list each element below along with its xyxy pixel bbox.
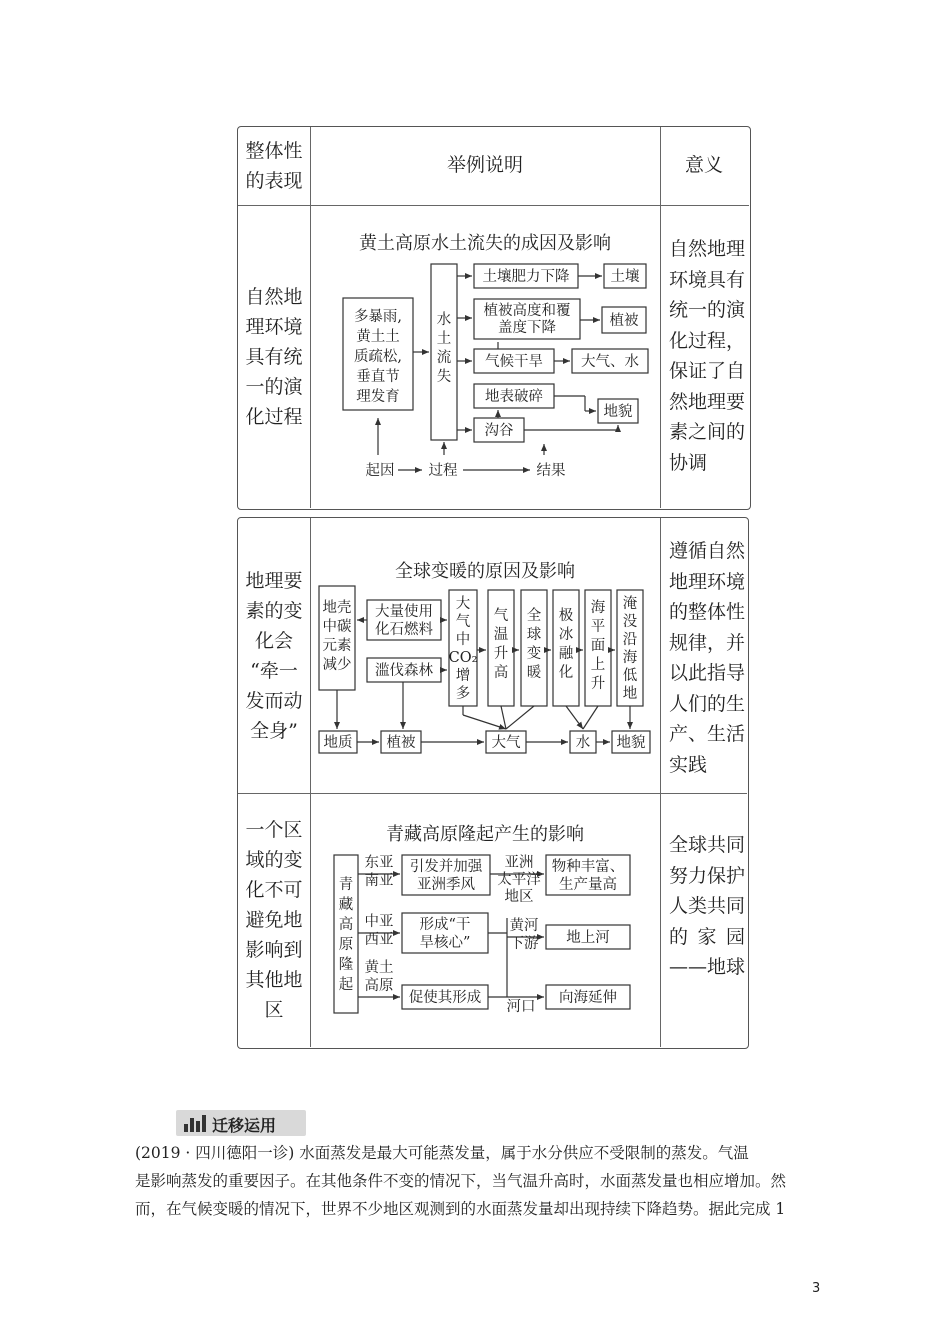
d1-effect-text: 土壤肥力下降 xyxy=(482,269,570,285)
d3-region-text: 黄土 xyxy=(364,960,394,976)
aspect-line: 避免地 xyxy=(245,909,303,931)
page-number: 3 xyxy=(812,1281,821,1296)
d2-crust-text: 元素 xyxy=(322,638,352,654)
section-title: 迁移运用 xyxy=(212,1116,277,1135)
paragraph-line-1: (2019 · 四川德阳一诊) 水面蒸发是最大可能蒸发量，属于水分供应不受限制的蒸发。气温 xyxy=(135,1144,749,1162)
aspect-line: 区 xyxy=(264,999,284,1021)
d2-chain-text: 球 xyxy=(526,627,542,643)
d2-chain-text: 极 xyxy=(558,608,574,624)
d3-source-text: 藏 xyxy=(338,897,354,913)
d3-mid-text: 亚洲季风 xyxy=(417,877,475,893)
aspect-line: 化不可 xyxy=(245,879,303,901)
d2-bottom-text: 大气 xyxy=(491,735,521,751)
d1-effect-text: 植被高度和覆 xyxy=(483,303,571,319)
d1-legend-text: 结果 xyxy=(536,463,566,479)
aspect-line: “牵一 xyxy=(250,660,298,682)
d2-crust-text: 地壳 xyxy=(322,600,352,616)
d3-mid-text: 引发并加强 xyxy=(409,859,483,875)
d3-source-text: 原 xyxy=(338,937,354,953)
aspect-line: 具有统 xyxy=(245,346,303,368)
aspect-line: 全身” xyxy=(250,720,298,742)
d2-chain-text: 海 xyxy=(622,650,638,666)
d3-source-text: 隆 xyxy=(338,957,354,973)
d1-cause-text: 多暴雨, xyxy=(353,309,403,325)
d1-result-text: 植被 xyxy=(609,313,639,329)
aspect-line: 理环境 xyxy=(245,316,303,338)
aspect-line: 发而动 xyxy=(245,690,303,712)
row3-diagram-title: 青藏高原隆起产生的影响 xyxy=(386,824,584,845)
row2-meaning: 遵循自然地理环境的整体性规律，并以此指导人们的生产、生活实践 xyxy=(669,540,746,776)
d2-bottom-text: 地貌 xyxy=(616,735,646,751)
d2-chain-text: 温 xyxy=(493,627,509,643)
d2-chain-text: 上 xyxy=(590,657,606,673)
aspect-line: 其他地 xyxy=(245,969,303,991)
d2-crust-text: 减少 xyxy=(322,657,352,673)
row1-diagram-title: 黄土高原水土流失的成因及影响 xyxy=(359,233,611,254)
d2-chain-text: 沿 xyxy=(622,632,638,648)
d3-source-text: 高 xyxy=(338,917,354,933)
d2-chain-text: 气 xyxy=(493,608,509,624)
header-aspect-line1: 整体性 xyxy=(245,140,303,162)
aspect-line: 域的变 xyxy=(245,849,303,871)
d2-chain-text: 升 xyxy=(493,646,509,662)
d2-chain-text: 淹 xyxy=(622,596,638,612)
d2-chain-text: 升 xyxy=(590,676,606,692)
d2-bottom-text: 植被 xyxy=(386,735,416,751)
d1-effect-text: 沟谷 xyxy=(484,423,514,439)
d2-chain-text: 中 xyxy=(455,632,471,648)
d1-cause-text: 理发育 xyxy=(356,389,400,405)
header-aspect-line2: 的表现 xyxy=(245,170,303,192)
d3-end-text: 生产量高 xyxy=(559,877,617,893)
d2-bottom-text: 地质 xyxy=(323,735,353,751)
d3-region-text: 南亚 xyxy=(364,873,394,889)
d3-mid-text: 旱核心” xyxy=(419,935,471,951)
d3-source-text: 青 xyxy=(338,877,354,893)
d3-region-text: 高原 xyxy=(364,978,394,994)
d1-cause-text: 垂直节 xyxy=(356,369,400,385)
d2-chain-text: 面 xyxy=(590,638,606,654)
row3-meaning: 全球共同努力保护人类共同的家园——地球 xyxy=(669,834,746,978)
d1-effect-text: 气候干旱 xyxy=(485,354,543,370)
d2-chain-text: 没 xyxy=(622,614,638,630)
d1-legend-text: 过程 xyxy=(428,463,458,479)
row2-diagram-title: 全球变暖的原因及影响 xyxy=(395,561,575,582)
header-meaning: 意义 xyxy=(684,154,723,176)
d3-label-text: 亚洲 xyxy=(504,855,534,871)
d2-chain-text: 多 xyxy=(455,686,471,702)
d3-label-text: 黄河 xyxy=(509,918,539,934)
section-badge xyxy=(176,1110,306,1136)
d2-chain-text: 海 xyxy=(590,600,606,616)
d2-chain-text: 低 xyxy=(622,668,638,684)
aspect-line: 地理要 xyxy=(245,570,303,592)
d3-source-text: 起 xyxy=(338,977,354,993)
d1-result-text: 地貌 xyxy=(603,404,633,420)
d2-fossil-text: 大量使用 xyxy=(375,604,433,620)
d2-chain-text: 平 xyxy=(590,619,606,635)
d2-chain-text: CO₂ xyxy=(448,650,478,666)
d2-chain-text: 地 xyxy=(622,686,638,702)
d3-label-text: 河口 xyxy=(506,999,536,1015)
d2-chain-text: 高 xyxy=(493,665,509,681)
d1-result-text: 大气、水 xyxy=(581,354,639,370)
d1-cause-text: 黄土土 xyxy=(356,329,400,345)
d2-crust-text: 中碳 xyxy=(322,619,352,635)
paragraph-line-2: 是影响蒸发的重要因子。在其他条件不变的情况下，当气温升高时，水面蒸发量也相应增加。然 xyxy=(135,1172,787,1190)
d2-chain-text: 暖 xyxy=(526,665,542,681)
d3-mid-text: 形成“干 xyxy=(419,917,471,933)
d3-end-text: 向海延伸 xyxy=(559,990,617,1006)
d1-center-text: 流 xyxy=(436,350,452,366)
row1-meaning: 自然地理环境具有统一的演化过程，保证了自然地理要素之间的协调 xyxy=(669,238,746,474)
aspect-line: 素的变 xyxy=(245,600,303,622)
d2-chain-text: 冰 xyxy=(558,627,574,643)
d2-chain-text: 全 xyxy=(526,608,542,624)
d3-label-text: 下游 xyxy=(509,936,539,952)
d2-chain-text: 化 xyxy=(558,665,574,681)
aspect-line: 影响到 xyxy=(245,939,303,961)
d3-label-text: 太平洋 xyxy=(497,872,541,888)
d2-deforest-text: 滥伐森林 xyxy=(375,663,433,679)
d1-center-text: 土 xyxy=(436,331,452,347)
d2-chain-text: 气 xyxy=(455,614,471,630)
d3-end-text: 地上河 xyxy=(566,930,610,946)
d1-effect-text: 地表破碎 xyxy=(485,389,543,405)
d2-fossil-text: 化石燃料 xyxy=(375,622,433,638)
d2-chain-text: 变 xyxy=(526,646,542,662)
d1-result-text: 土壤 xyxy=(610,269,640,285)
aspect-line: 自然地 xyxy=(245,286,303,308)
d2-chain-text: 大 xyxy=(455,596,471,612)
d3-region-text: 西亚 xyxy=(364,932,394,948)
d3-region-text: 中亚 xyxy=(364,914,394,930)
d2-bottom-text: 水 xyxy=(575,735,591,751)
d1-center-text: 失 xyxy=(436,369,452,385)
d1-cause-text: 质疏松, xyxy=(353,349,403,365)
d3-region-text: 东亚 xyxy=(364,855,394,871)
header-example: 举例说明 xyxy=(446,154,523,176)
aspect-line: 化过程 xyxy=(245,406,303,428)
d1-effect-text: 盖度下降 xyxy=(498,320,556,336)
d2-chain-text: 增 xyxy=(455,668,471,684)
d1-legend-text: 起因 xyxy=(365,463,395,479)
d1-center-text: 水 xyxy=(436,312,452,328)
bar-chart-icon xyxy=(182,1112,210,1134)
paragraph-line-3: 而，在气候变暖的情况下，世界不少地区观测到的水面蒸发量却出现持续下降趋势。据此完成 1 xyxy=(135,1200,786,1218)
d2-chain-text: 融 xyxy=(558,646,574,662)
d3-label-text: 地区 xyxy=(504,889,534,905)
aspect-line: 化会 xyxy=(254,630,293,652)
d3-end-text: 物种丰富、 xyxy=(551,859,625,875)
aspect-line: 一个区 xyxy=(245,819,303,841)
d3-mid-text: 促使其形成 xyxy=(408,990,482,1006)
aspect-line: 一的演 xyxy=(245,376,303,398)
